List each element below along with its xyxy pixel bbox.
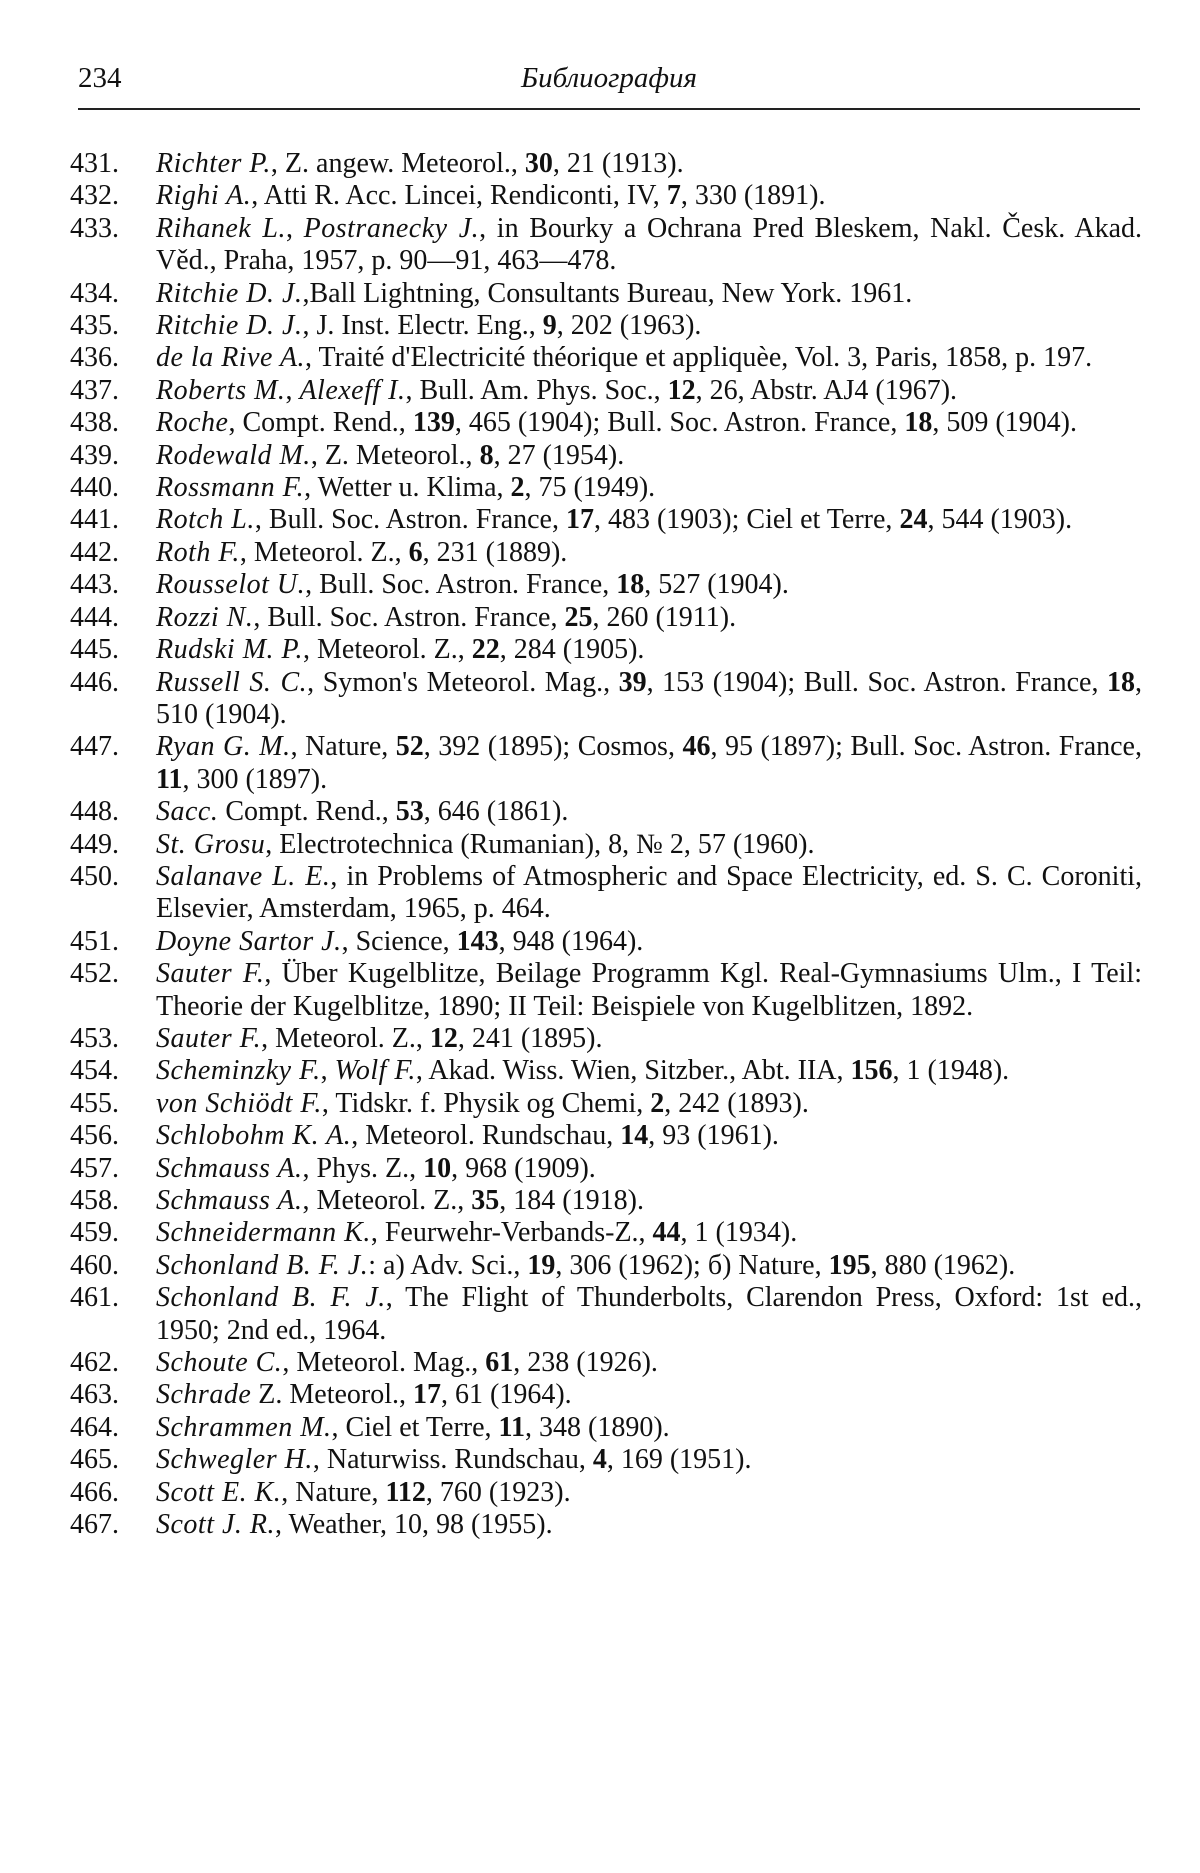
reference-entry xyxy=(70,731,1142,796)
reference-text: , Wetter u. Klima, xyxy=(304,472,511,504)
reference-volume: 4 xyxy=(592,1444,607,1476)
reference-text: , Meteorol. Mag., xyxy=(282,1347,486,1379)
reference-text: , Feurwehr-Verbands-Z., xyxy=(370,1217,653,1249)
reference-text: , 27 (1954). xyxy=(493,439,625,471)
reference-number: 440. xyxy=(70,472,119,504)
reference-text: , 510 (1904). xyxy=(156,666,1142,730)
reference-volume: 18 xyxy=(616,569,645,601)
reference-entry xyxy=(70,1250,1142,1282)
reference-text: , 61 (1964). xyxy=(441,1379,572,1411)
reference-text: , 93 (1961). xyxy=(648,1120,779,1152)
page-number: 234 xyxy=(78,62,122,94)
reference-entry xyxy=(70,278,1142,310)
reference-entry xyxy=(70,1023,1142,1055)
reference-number: 443. xyxy=(70,569,119,601)
reference-volume: 18 xyxy=(1107,666,1135,698)
reference-number: 462. xyxy=(70,1347,119,1379)
reference-volume: 12 xyxy=(429,1022,458,1054)
reference-volume: 18 xyxy=(904,407,933,439)
reference-text: , 948 (1964). xyxy=(498,925,644,957)
reference-author: Scheminzky F. xyxy=(156,1055,321,1087)
reference-volume: 30 xyxy=(524,148,553,179)
reference-text: , Naturwiss. Rundschau, xyxy=(312,1444,593,1476)
reference-volume: 24 xyxy=(899,504,928,536)
reference-entry xyxy=(70,440,1142,472)
header-rule xyxy=(78,108,1140,110)
reference-number: 463. xyxy=(70,1379,119,1411)
reference-volume: 112 xyxy=(385,1476,426,1508)
reference-entry xyxy=(70,1444,1142,1476)
reference-author: Rotch L. xyxy=(156,504,255,536)
reference-number: 465. xyxy=(70,1444,119,1476)
reference-text: , Akad. Wiss. Wien, Sitzber., Abt. IIA, xyxy=(415,1055,851,1087)
reference-text: , 242 (1893). xyxy=(664,1087,809,1119)
reference-text: , 153 (1904); Bull. Soc. Astron. France, xyxy=(646,666,1107,698)
reference-entry xyxy=(70,342,1142,374)
reference-number: 450. xyxy=(70,860,119,892)
reference-text: , 509 (1904). xyxy=(932,407,1077,439)
reference-text: , The Flight of Thunderbolts, Clarendon Press, Oxford: 1st ed., 1950; 2nd ed., 1964. xyxy=(156,1282,1142,1346)
reference-author: Roth F. xyxy=(156,536,240,568)
reference-number: 447. xyxy=(70,731,119,763)
reference-entry xyxy=(70,472,1142,504)
reference-author: Wolf F. xyxy=(334,1055,416,1087)
reference-number: 460. xyxy=(70,1249,119,1281)
reference-entry xyxy=(70,375,1142,407)
reference-text: , Bull. Soc. Astron. France, xyxy=(305,569,617,601)
reference-number: 439. xyxy=(70,439,119,471)
reference-author: Sauter F. xyxy=(156,958,265,990)
reference-volume: 7 xyxy=(666,180,681,212)
reference-author: Scott J. R. xyxy=(156,1509,276,1541)
reference-number: 444. xyxy=(70,601,119,633)
reference-entry xyxy=(70,310,1142,342)
reference-volume: 139 xyxy=(412,407,455,439)
reference-text: , Über Kugelblitze, Beilage Programm Kgl. Real-Gymnasiums Ulm., I Teil: Theorie der Kugelblitze, 1890; II Teil: Beispiele von Kugelblitzen, 1892. xyxy=(156,958,1142,1022)
reference-text: , 169 (1951). xyxy=(606,1444,752,1476)
reference-number: 437. xyxy=(70,374,119,406)
reference-entry xyxy=(70,861,1142,926)
reference-text: , 202 (1963). xyxy=(556,310,702,342)
reference-author: Schneidermann K. xyxy=(156,1217,371,1249)
reference-text: ,Ball Lightning, Consultants Bureau, New York. 1961. xyxy=(302,277,913,309)
reference-volume: 195 xyxy=(828,1249,871,1281)
reference-author: Schrade xyxy=(156,1379,252,1411)
reference-text: , Tidskr. f. Physik og Chemi, xyxy=(321,1087,651,1119)
reference-text: , 238 (1926). xyxy=(513,1347,658,1379)
reference-author: Righi A. xyxy=(156,180,252,212)
reference-number: 461. xyxy=(70,1282,119,1314)
reference-number: 431. xyxy=(70,148,119,179)
reference-volume: 6 xyxy=(408,536,423,568)
reference-volume: 39 xyxy=(618,666,647,698)
reference-number: 459. xyxy=(70,1217,119,1249)
reference-text: , xyxy=(285,212,304,244)
reference-text: , Compt. Rend., xyxy=(228,407,413,439)
reference-number: 458. xyxy=(70,1185,119,1216)
reference-text: , 231 (1889). xyxy=(422,536,568,568)
reference-text: , 1 (1934). xyxy=(680,1217,798,1249)
reference-text: , 95 (1897); Bull. Soc. Astron. France, xyxy=(710,731,1142,763)
reference-volume: 9 xyxy=(542,310,557,342)
reference-number: 464. xyxy=(70,1411,119,1443)
reference-volume: 19 xyxy=(527,1249,556,1281)
reference-text: Compt. Rend., xyxy=(218,796,396,828)
reference-author: Ritchie D. J. xyxy=(156,277,303,309)
reference-entry xyxy=(70,1477,1142,1509)
reference-volume: 25 xyxy=(564,601,593,633)
reference-author: Doyne Sartor J. xyxy=(156,925,342,957)
reference-text: , Ciel et Terre, xyxy=(331,1411,499,1443)
reference-text: , 646 (1861). xyxy=(423,796,569,828)
reference-volume: 2 xyxy=(510,472,525,504)
reference-number: 433. xyxy=(70,212,119,244)
reference-entry xyxy=(70,537,1142,569)
reference-text: , Nature, xyxy=(290,731,396,763)
reference-text: , xyxy=(285,374,300,406)
reference-volume: 2 xyxy=(650,1087,665,1119)
reference-text: , xyxy=(320,1055,335,1087)
reference-entry xyxy=(70,148,1142,180)
reference-entry xyxy=(70,1217,1142,1249)
reference-entry xyxy=(70,602,1142,634)
reference-author: de la Rive A. xyxy=(156,342,306,374)
reference-volume: 17 xyxy=(413,1379,442,1411)
reference-text: , in Problems of Atmospheric and Space Electricity, ed. S. C. Coroniti, Elsevier, Amsterdam, 1965, p. 464. xyxy=(156,860,1143,925)
reference-text: , 300 (1897). xyxy=(182,763,328,795)
reference-volume: 17 xyxy=(565,504,594,536)
running-title: Библиография xyxy=(521,62,697,94)
reference-entry xyxy=(70,569,1142,601)
reference-text: , 330 (1891). xyxy=(680,180,826,212)
reference-text: Z. Meteorol., xyxy=(251,1379,414,1411)
reference-number: 455. xyxy=(70,1087,119,1119)
reference-number: 434. xyxy=(70,277,119,309)
reference-number: 436. xyxy=(70,342,119,374)
reference-author: Schlobohm K. A. xyxy=(156,1120,352,1152)
reference-author: Rodewald M. xyxy=(156,439,311,471)
reference-text: , J. Inst. Electr. Eng., xyxy=(302,310,543,342)
reference-text: , 483 (1903); Ciel et Terre, xyxy=(593,504,900,536)
reference-number: 466. xyxy=(70,1476,119,1508)
reference-author: von Schiödt F. xyxy=(156,1087,322,1119)
reference-author: Schoute C. xyxy=(156,1347,283,1379)
reference-volume: 143 xyxy=(456,925,499,957)
reference-text: , 306 (1962); б) Nature, xyxy=(555,1249,829,1281)
reference-text: , Meteorol. Z., xyxy=(261,1022,430,1054)
reference-entry xyxy=(70,1509,1142,1541)
reference-author: St. Grosu xyxy=(156,828,266,860)
reference-entry xyxy=(70,1412,1142,1444)
reference-text: , 75 (1949). xyxy=(524,472,656,504)
reference-text: , Traité d'Electricité théorique et appliquèe, Vol. 3, Paris, 1858, p. 197. xyxy=(305,342,1093,374)
reference-text: , 284 (1905). xyxy=(499,634,645,666)
reference-author: Schmauss A. xyxy=(156,1152,303,1184)
reference-number: 445. xyxy=(70,634,119,666)
reference-number: 454. xyxy=(70,1055,119,1087)
reference-author: Sacc. xyxy=(156,796,219,828)
reference-number: 449. xyxy=(70,828,119,860)
reference-number: 451. xyxy=(70,925,119,957)
reference-text: , in Bourky a Ochrana Pred Bleskem, Nakl. Česk. Akad. Věd., Praha, 1957, p. 90—91, 463—478. xyxy=(156,212,1142,277)
reference-author: Ryan G. M. xyxy=(156,731,291,763)
reference-text: , 241 (1895). xyxy=(457,1022,603,1054)
reference-entry xyxy=(70,1379,1142,1411)
reference-text: , 760 (1923). xyxy=(425,1476,571,1508)
reference-text: , Nature, xyxy=(281,1476,386,1508)
reference-number: 456. xyxy=(70,1120,119,1152)
reference-text: , Meteorol. Z., xyxy=(239,536,409,568)
reference-text: , Symon's Meteorol. Mag., xyxy=(307,666,619,698)
reference-author: Schonland B. F. J. xyxy=(156,1249,369,1281)
bibliography-list xyxy=(70,148,1142,1541)
reference-number: 457. xyxy=(70,1152,119,1184)
reference-entry xyxy=(70,213,1142,278)
reference-author: Rozzi N. xyxy=(156,601,254,633)
reference-author: Rihanek L. xyxy=(156,212,286,244)
reference-author: Rossmann F. xyxy=(156,472,305,504)
reference-number: 452. xyxy=(70,958,119,990)
reference-entry xyxy=(70,1282,1142,1347)
reference-entry xyxy=(70,1185,1142,1217)
reference-text: , Meteorol. Z., xyxy=(303,634,472,666)
reference-number: 442. xyxy=(70,536,119,568)
reference-volume: 11 xyxy=(498,1411,526,1443)
reference-author: Salanave L. E. xyxy=(156,860,331,892)
reference-author: Roberts M. xyxy=(156,374,286,406)
reference-author: Richter P. xyxy=(156,148,271,179)
reference-text: , Bull. Soc. Astron. France, xyxy=(254,504,566,536)
reference-author: Ritchie D. J. xyxy=(156,310,303,342)
reference-text: , 880 (1962). xyxy=(870,1249,1016,1281)
reference-volume: 14 xyxy=(620,1120,649,1152)
reference-author: Rousselot U. xyxy=(156,569,306,601)
reference-text: , Meteorol. Z., xyxy=(302,1185,472,1216)
reference-text: , 21 (1913). xyxy=(552,148,684,179)
reference-number: 453. xyxy=(70,1022,119,1054)
reference-number: 438. xyxy=(70,407,119,439)
reference-text: : a) Adv. Sci., xyxy=(368,1249,528,1281)
reference-number: 432. xyxy=(70,180,119,212)
reference-text: , 260 (1911). xyxy=(592,601,737,633)
reference-entry xyxy=(70,829,1142,861)
reference-number: 448. xyxy=(70,796,119,828)
reference-entry xyxy=(70,634,1142,666)
reference-text: , 392 (1895); Cosmos, xyxy=(423,731,683,763)
reference-author: Schmauss A. xyxy=(156,1185,303,1216)
reference-volume: 11 xyxy=(156,763,183,795)
reference-author: Schwegler H. xyxy=(156,1444,313,1476)
reference-number: 441. xyxy=(70,504,119,536)
reference-author: Roche xyxy=(156,407,229,439)
reference-volume: 44 xyxy=(652,1217,681,1249)
reference-text: , Bull. Soc. Astron. France, xyxy=(253,601,565,633)
reference-text: , Z. angew. Meteorol., xyxy=(270,148,525,179)
reference-volume: 10 xyxy=(423,1152,452,1184)
reference-entry xyxy=(70,504,1142,536)
reference-volume: 35 xyxy=(471,1185,500,1216)
reference-author: Russell S. C. xyxy=(156,666,308,698)
reference-number: 435. xyxy=(70,310,119,342)
reference-number: 467. xyxy=(70,1509,119,1541)
reference-entry xyxy=(70,1153,1142,1185)
reference-text: , 465 (1904); Bull. Soc. Astron. France, xyxy=(454,407,905,439)
reference-entry xyxy=(70,796,1142,828)
reference-volume: 53 xyxy=(395,796,424,828)
reference-volume: 22 xyxy=(471,634,500,666)
reference-text: , Atti R. Acc. Lincei, Rendiconti, IV, xyxy=(251,180,667,212)
page-header xyxy=(78,60,1140,110)
reference-text: , Science, xyxy=(341,925,457,957)
reference-text: , Weather, 10, 98 (1955). xyxy=(275,1509,553,1541)
reference-text: , Bull. Am. Phys. Soc., xyxy=(405,374,668,406)
reference-author: Sauter F. xyxy=(156,1022,262,1054)
reference-entry xyxy=(70,958,1142,1023)
reference-volume: 46 xyxy=(682,731,711,763)
reference-author: Schrammen M. xyxy=(156,1411,332,1443)
reference-entry xyxy=(70,1088,1142,1120)
reference-entry xyxy=(70,926,1142,958)
reference-author: Scott E. K. xyxy=(156,1476,282,1508)
reference-volume: 61 xyxy=(485,1347,514,1379)
reference-text: , 527 (1904). xyxy=(644,569,789,601)
reference-text: , 184 (1918). xyxy=(499,1185,644,1216)
reference-volume: 12 xyxy=(667,374,696,406)
reference-text: , Meteorol. Rundschau, xyxy=(351,1120,621,1152)
reference-entry xyxy=(70,180,1142,212)
reference-volume: 8 xyxy=(479,439,494,471)
reference-text: , 348 (1890). xyxy=(525,1411,670,1443)
reference-author: Rudski M. P. xyxy=(156,634,304,666)
reference-text: , 26, Abstr. AJ4 (1967). xyxy=(695,374,958,406)
reference-text: , 544 (1903). xyxy=(927,504,1073,536)
reference-entry xyxy=(70,1347,1142,1379)
reference-number: 446. xyxy=(70,666,119,698)
reference-entry xyxy=(70,1055,1142,1087)
reference-text: , Z. Meteorol., xyxy=(310,439,480,471)
reference-entry xyxy=(70,667,1142,732)
reference-text: , Electrotechnica (Rumanian), 8, № 2, 57 (1960). xyxy=(265,828,815,860)
reference-volume: 52 xyxy=(395,731,424,763)
reference-author: Alexeff I. xyxy=(299,374,406,406)
reference-entry xyxy=(70,407,1142,439)
reference-text: , Phys. Z., xyxy=(302,1152,424,1184)
reference-author: Schonland B. F. J. xyxy=(156,1282,386,1314)
reference-text: , 968 (1909). xyxy=(451,1152,596,1184)
reference-entry xyxy=(70,1120,1142,1152)
reference-text: , 1 (1948). xyxy=(892,1055,1010,1087)
reference-author: Postranecky J. xyxy=(303,212,480,244)
reference-volume: 156 xyxy=(850,1055,893,1087)
